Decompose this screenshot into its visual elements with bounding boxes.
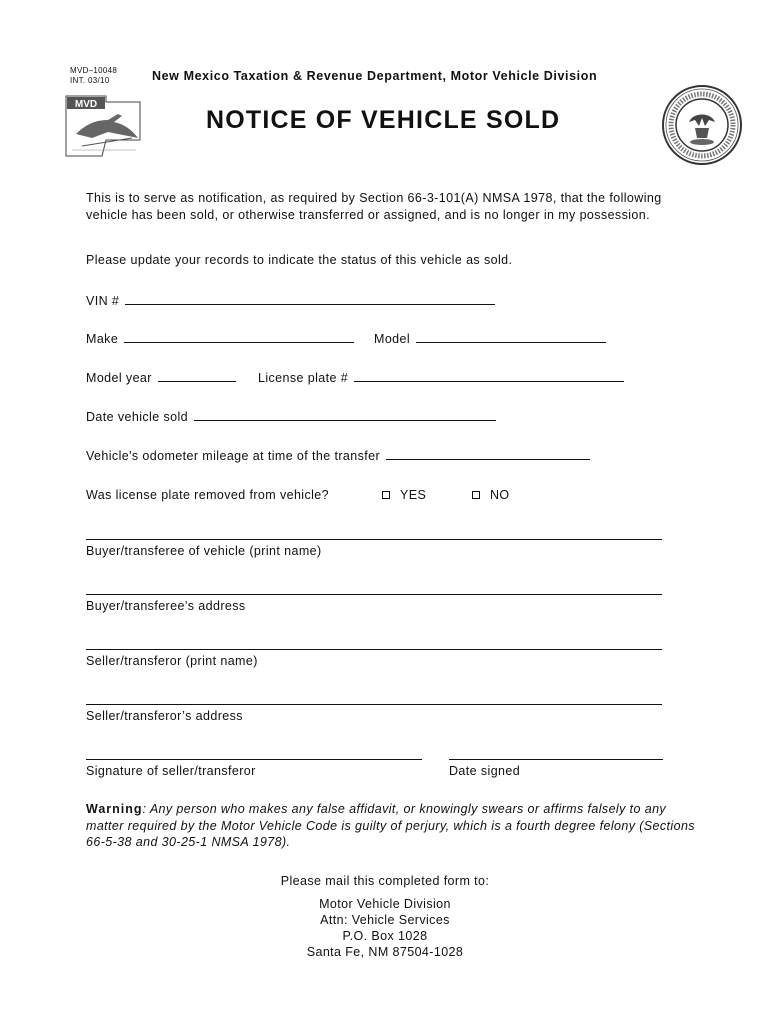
mail-instruction: Please mail this completed form to: (280, 874, 490, 888)
warning-label: Warning (86, 802, 143, 816)
mvd-logo (62, 90, 144, 160)
form-revision: INT. 03/10 (70, 76, 110, 85)
date-sold-label: Date vehicle sold (86, 410, 188, 424)
make-field[interactable] (124, 331, 354, 343)
form-number: MVD–10048 (70, 66, 118, 75)
buyer-address-label: Buyer/transferee’s address (86, 599, 246, 613)
no-checkbox[interactable] (472, 491, 480, 499)
yes-option[interactable] (382, 487, 426, 504)
make-row (86, 331, 354, 348)
logo-text: MVD (74, 99, 98, 110)
no-option[interactable] (472, 487, 510, 504)
odometer-label: Vehicle's odometer mileage at time of the transfer (86, 449, 381, 463)
address-line-2: Attn: Vehicle Services (320, 913, 450, 927)
odometer-field[interactable] (386, 448, 590, 460)
seller-signature-label: Signature of seller/transferor (86, 764, 256, 778)
no-label: NO (490, 488, 510, 502)
license-plate-row (258, 370, 624, 387)
seller-name-line[interactable] (86, 649, 662, 650)
model-label: Model (374, 332, 411, 346)
warning-text: : Any person who makes any false affidavit, or knowingly swears or affirms falsely to any matter required by the Motor Vehicle Code is guilty of perjury, which is a fourth degree felony (Sections 66-5-38 and 30-25-1 NMSA 1978). (86, 802, 695, 849)
department-name: New Mexico Taxation & Revenue Department, Motor Vehicle Division (152, 69, 598, 83)
date-signed-line[interactable] (449, 759, 663, 760)
yes-label: YES (400, 488, 427, 502)
model-year-label: Model year (86, 371, 152, 385)
seller-name-label: Seller/transferor (print name) (86, 654, 258, 668)
buyer-address-line[interactable] (86, 594, 662, 595)
yes-checkbox[interactable] (382, 491, 390, 499)
plate-removed-question: Was license plate removed from vehicle? (86, 488, 330, 502)
odometer-row (86, 448, 590, 465)
seller-address-line[interactable] (86, 704, 662, 705)
make-label: Make (86, 332, 119, 346)
model-field[interactable] (416, 331, 606, 343)
buyer-name-label: Buyer/transferee of vehicle (print name) (86, 544, 322, 558)
address-line-3: P.O. Box 1028 (342, 929, 428, 943)
model-year-field[interactable] (158, 370, 236, 382)
date-signed-label: Date signed (449, 764, 521, 778)
warning-notice (86, 801, 696, 851)
address-line-1: Motor Vehicle Division (319, 897, 451, 911)
seller-signature-line[interactable] (86, 759, 422, 760)
update-records-text: Please update your records to indicate the status of this vehicle as sold. (86, 253, 513, 267)
page-title: NOTICE OF VEHICLE SOLD (206, 106, 561, 134)
vin-row (86, 293, 495, 310)
vin-label: VIN # (86, 294, 120, 308)
mailing-address (0, 896, 770, 960)
model-year-row (86, 370, 236, 387)
model-row (374, 331, 606, 348)
license-plate-field[interactable] (354, 370, 624, 382)
license-plate-label: License plate # (258, 371, 349, 385)
seller-address-label: Seller/transferor’s address (86, 709, 243, 723)
vin-field[interactable] (125, 293, 495, 305)
buyer-name-line[interactable] (86, 539, 662, 540)
intro-paragraph: This is to serve as notification, as required by Section 66-3-101(A) NMSA 1978, that the following vehicle has been sold, or otherwise transferred or assigned, and is no longer in my possession. (86, 191, 662, 222)
date-sold-row (86, 409, 496, 426)
form-code (70, 66, 117, 86)
state-seal (661, 84, 743, 166)
address-line-4: Santa Fe, NM 87504-1028 (306, 945, 464, 959)
date-sold-field[interactable] (194, 409, 496, 421)
